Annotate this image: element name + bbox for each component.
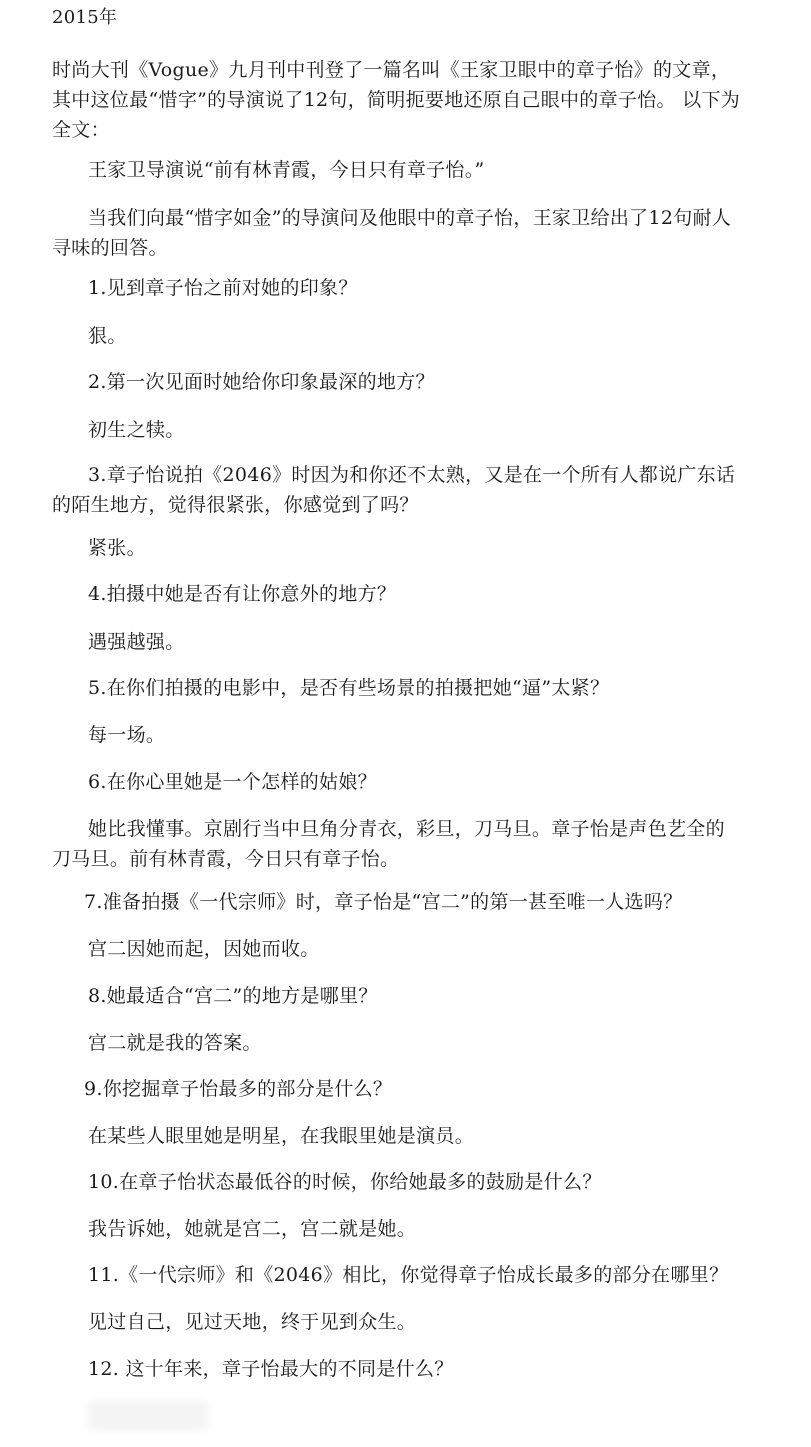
question-2: 2.第一次见面时她给你印象最深的地方？ (88, 371, 435, 393)
question-12: 12. 这十年来，章子怡最大的不同是什么？ (88, 1358, 454, 1380)
intro-line: 时尚大刊《Vogue》九月刊中刊登了一篇名叫《王家卫眼中的章子怡》的文章， (52, 59, 731, 81)
year-label: 2015年 (52, 7, 118, 28)
answer-6: 她比我懂事。京剧行当中旦角分青衣，彩旦，刀马旦。章子怡是声色艺全的 (88, 818, 725, 840)
question-10: 10.在章子怡状态最低谷的时候，你给她最多的鼓励是什么？ (88, 1171, 602, 1193)
answer-8: 宫二就是我的答案。 (88, 1032, 262, 1054)
answer-11: 见过自己，见过天地，终于见到众生。 (88, 1311, 417, 1333)
answer-4: 遇强越强。 (88, 631, 185, 653)
answer-2: 初生之犊。 (88, 419, 185, 441)
question-5: 5.在你们拍摄的电影中，是否有些场景的拍摄把她“逼”太紧？ (88, 677, 610, 699)
question-3-cont: 的陌生地方，觉得很紧张，你感觉到了吗？ (52, 494, 419, 516)
question-11: 11.《一代宗师》和《2046》相比，你觉得章子怡成长最多的部分在哪里？ (88, 1264, 729, 1286)
question-6: 6.在你心里她是一个怎样的姑娘？ (88, 771, 377, 793)
question-3: 3.章子怡说拍《2046》时因为和你还不太熟，又是在一个所有人都说广东话 (88, 464, 736, 486)
answer-6-cont: 刀马旦。前有林青霞，今日只有章子怡。 (52, 848, 400, 870)
answer-7: 宫二因她而起，因她而收。 (88, 938, 320, 960)
intro-line: 其中这位最“惜字”的导演说了12句，简明扼要地还原自己眼中的章子怡。 以下为 (52, 89, 741, 111)
answer-5: 每一场。 (88, 724, 166, 746)
answer-3: 紧张。 (88, 537, 146, 559)
question-8: 8.她最适合“宫二”的地方是哪里？ (88, 985, 378, 1007)
answer-9: 在某些人眼里她是明星，在我眼里她是演员。 (88, 1125, 475, 1147)
question-1: 1.见到章子怡之前对她的印象？ (88, 277, 358, 299)
director-quote: 王家卫导演说“前有林青霞，今日只有章子怡。” (88, 159, 485, 181)
intro-line: 全文： (52, 119, 110, 141)
lead-line: 寻味的回答。 (52, 237, 168, 259)
blurred-answer-area (88, 1400, 208, 1430)
answer-10: 我告诉她，她就是宫二，宫二就是她。 (88, 1218, 417, 1240)
question-9: 9.你挖掘章子怡最多的部分是什么？ (84, 1078, 393, 1100)
lead-line: 当我们向最“惜字如金”的导演问及他眼中的章子怡，王家卫给出了12句耐人 (88, 207, 732, 229)
question-4: 4.拍摄中她是否有让你意外的地方？ (88, 583, 397, 605)
question-7: 7.准备拍摄《一代宗师》时，章子怡是“宫二”的第一甚至唯一人选吗？ (84, 891, 683, 913)
answer-1: 狠。 (88, 325, 127, 347)
